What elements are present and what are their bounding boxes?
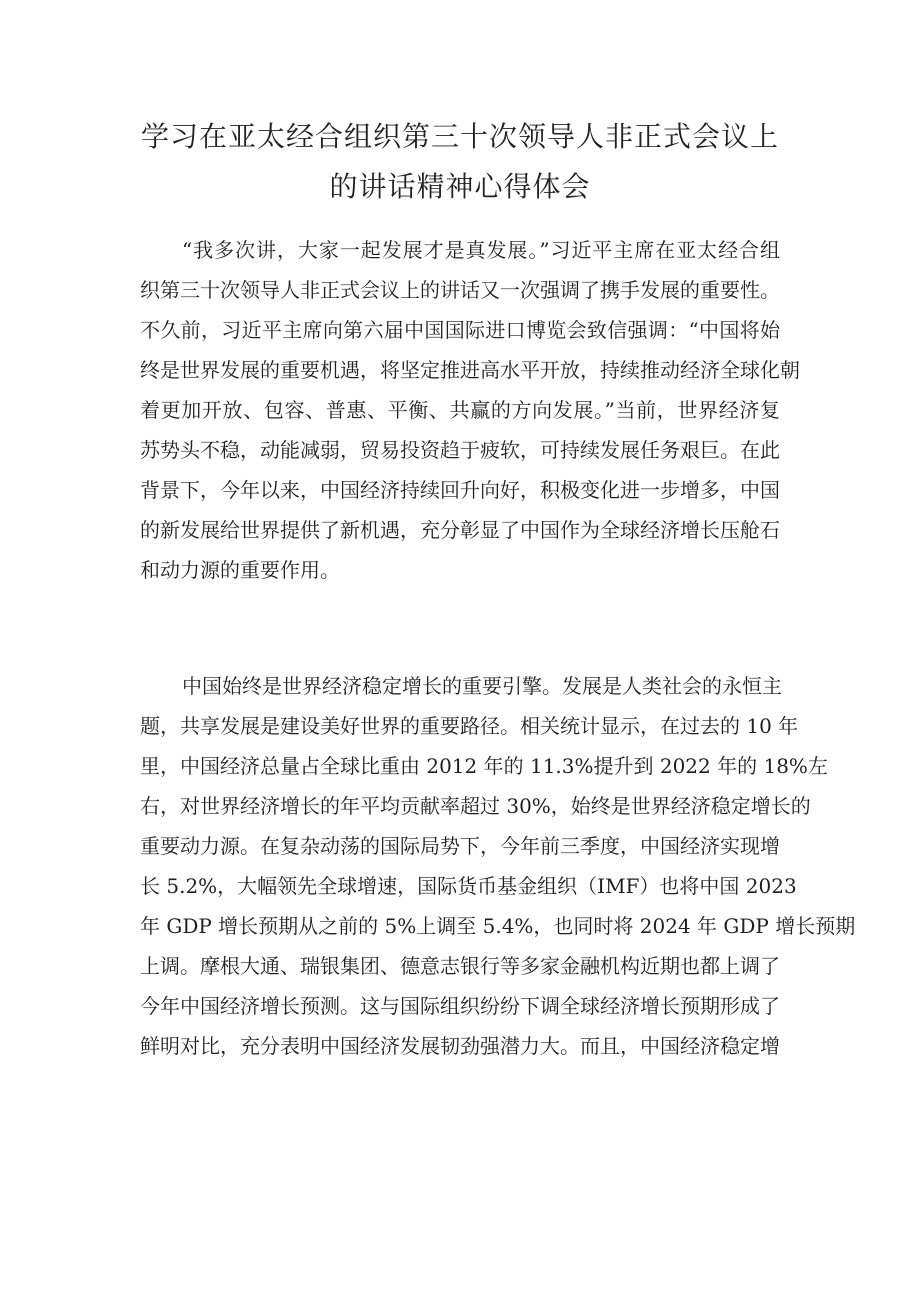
paragraph-line: 中国始终是世界经济稳定增长的重要引擎。发展是人类社会的永恒主 [182,674,782,698]
paragraph-line: 织第三十次领导人非正式会议上的讲话又一次强调了携手发展的重要性。 [140,278,780,302]
paragraph-line: 和动力源的重要作用。 [140,558,340,582]
paragraph-1 [140,230,800,590]
paragraph-line: 右，对世界经济增长的年平均贡献率超过 30%，始终是世界经济稳定增长的 [140,794,811,818]
title-line: 学习在亚太经合组织第三十次领导人非正式会议上 [140,120,779,153]
paragraph-line: 年 GDP 增长预期从之前的 5%上调至 5.4%，也同时将 2024 年 GDP 增长预期 [140,914,856,938]
paragraph-2 [140,666,856,1066]
paragraph-line: 着更加开放、包容、普惠、平衡、共赢的方向发展。”当前，世界经济复 [140,398,780,422]
paragraph-line: 不久前，习近平主席向第六届中国国际进口博览会致信强调：“中国将始 [140,318,780,342]
paragraph-line: 终是世界发展的重要机遇，将坚定推进高水平开放，持续推动经济全球化朝 [140,358,800,382]
paragraph-line: “我多次讲，大家一起发展才是真发展。”习近平主席在亚太经合组 [182,238,780,262]
paragraph-line: 上调。摩根大通、瑞银集团、德意志银行等多家金融机构近期也都上调了 [140,954,780,978]
paragraph-line: 苏势头不稳，动能减弱，贸易投资趋于疲软，可持续发展任务艰巨。在此 [140,438,780,462]
paragraph-line: 题，共享发展是建设美好世界的重要路径。相关统计显示，在过去的 10 年 [140,714,799,738]
paragraph-line: 里，中国经济总量占全球比重由 2012 年的 11.3%提升到 2022 年的 18%左 [140,754,828,778]
paragraph-line: 重要动力源。在复杂动荡的国际局势下，今年前三季度，中国经济实现增 [140,834,780,858]
paragraph-line: 背景下，今年以来，中国经济持续回升向好，积极变化进一步增多，中国 [140,478,780,502]
document-title [140,112,780,212]
paragraph-line: 今年中国经济增长预测。这与国际组织纷纷下调全球经济增长预期形成了 [140,994,780,1018]
title-line: 的讲话精神心得体会 [329,170,591,203]
paragraph-line: 长 5.2%，大幅领先全球增速，国际货币基金组织（IMF）也将中国 2023 [140,874,797,898]
paragraph-line: 鲜明对比，充分表明中国经济发展韧劲强潜力大。而且，中国经济稳定增 [140,1034,780,1058]
paragraph-line: 的新发展给世界提供了新机遇，充分彰显了中国作为全球经济增长压舱石 [140,518,780,542]
